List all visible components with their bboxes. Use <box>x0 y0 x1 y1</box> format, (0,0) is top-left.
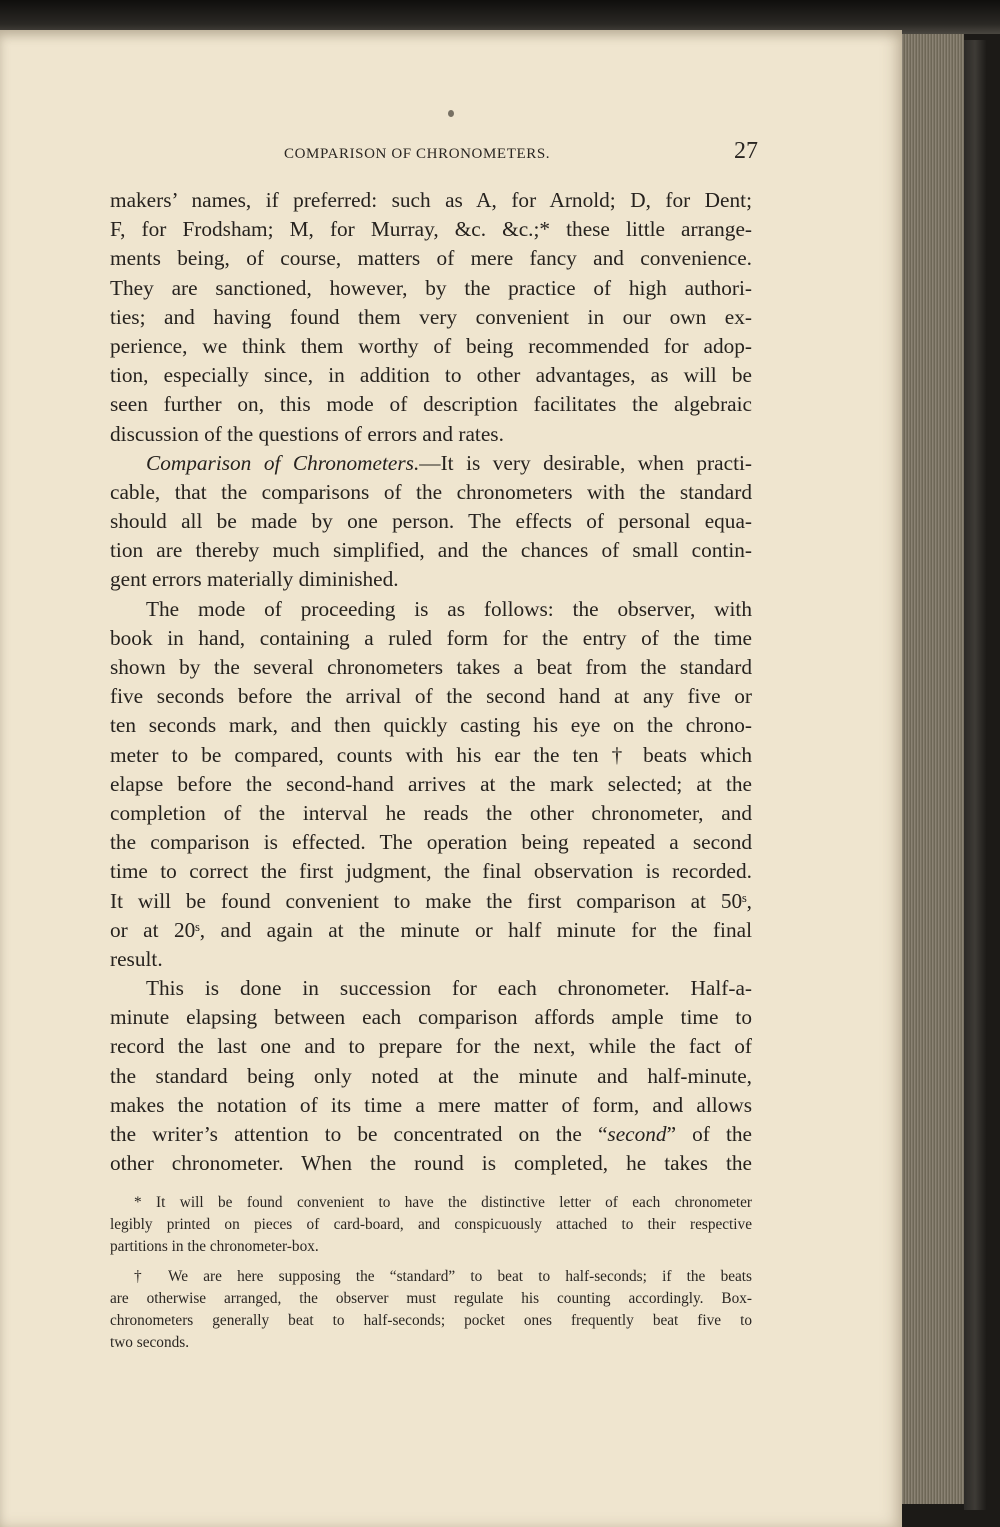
text-line: gent errors materially diminished. <box>110 567 399 592</box>
text-line: should all be made by one person. The effects of personal equa- <box>110 509 752 534</box>
text-line: the standard being only noted at the minute and half-minute, <box>110 1063 752 1088</box>
text-line: completion of the interval he reads the other chronometer, and <box>110 800 752 825</box>
footnotes <box>110 1192 752 1354</box>
text-line-with-emphasis <box>110 1120 752 1149</box>
text-fragment: —It is very desirable, when practi- <box>419 450 752 475</box>
text-line: record the last one and to prepare for the next, while the fact of <box>110 1034 752 1059</box>
book-top-edge <box>0 0 1000 34</box>
text-line: book in hand, containing a ruled form for the entry of the time <box>110 625 752 650</box>
text-line: shown by the several chronometers takes a beat from the standard <box>110 655 752 679</box>
section-heading-line <box>110 449 752 478</box>
text-line: tion are thereby much simplified, and the chances of small contin- <box>110 538 752 563</box>
text-fragment: the writer’s attention to be concentrated on the “ <box>110 1122 608 1146</box>
ink-speck <box>448 110 454 117</box>
text-line: The mode of proceeding is as follows: the observer, with <box>146 596 752 621</box>
page-edges <box>902 34 964 1504</box>
text-line: discussion of the questions of errors and rates. <box>110 421 504 446</box>
text-line: ten seconds mark, and then quickly casting his eye on the chrono- <box>110 713 752 738</box>
running-head: COMPARISON OF CHRONOMETERS. <box>284 146 551 162</box>
book-cover-edge <box>964 40 986 1510</box>
emphasized-word: second <box>607 1122 667 1146</box>
footnote-line: legibly printed on pieces of card-board, and conspicuously attached to their respective <box>110 1216 752 1233</box>
footnote-line: partitions in the chronometer-box. <box>110 1238 319 1255</box>
text-line: five seconds before the arrival of the second hand at any five or <box>110 684 752 709</box>
text-line: meter to be compared, counts with his ear the ten † beats which <box>110 742 752 767</box>
text-line: This is done in succession for each chronometer. Half-a- <box>146 976 752 1001</box>
text-line: makes the notation of its time a mere matter of form, and allows <box>110 1092 752 1117</box>
text-line: ties; and having found them very convenient in our own ex- <box>110 304 752 329</box>
footnote-line: chronometers generally beat to half-seconds; pocket ones frequently beat five to <box>110 1312 752 1329</box>
section-heading: Comparison of Chronometers. <box>146 450 420 475</box>
footnote-line: * It will be found convenient to have the distinctive letter of each chronometer <box>134 1194 752 1211</box>
text-line: result. <box>110 946 163 971</box>
text-line: ments being, of course, matters of mere fancy and convenience. <box>110 246 752 271</box>
footnote-line: two seconds. <box>110 1334 190 1351</box>
text-line: or at 20ˢ, and again at the minute or half minute for the final <box>110 917 752 942</box>
page-number: 27 <box>734 138 758 164</box>
text-line: other chronometer. When the round is completed, he takes the <box>110 1151 752 1176</box>
text-line: minute elapsing between each comparison affords ample time to <box>110 1005 752 1030</box>
footnote-line: † We are here supposing the “standard” to beat to half-seconds; if the beats <box>134 1268 752 1285</box>
text-line: F, for Frodsham; M, for Murray, &c. &c.;* these little arrange- <box>110 217 752 242</box>
body-text <box>110 186 752 1178</box>
text-line: perience, we think them worthy of being recommended for adop- <box>110 333 752 358</box>
text-line: cable, that the comparisons of the chronometers with the standard <box>110 479 752 504</box>
text-line: time to correct the first judgment, the final observation is recorded. <box>110 859 752 884</box>
text-line: elapse before the second-hand arrives at the mark selected; at the <box>110 771 752 796</box>
text-line: They are sanctioned, however, by the practice of high authori- <box>110 275 752 300</box>
text-line: makers’ names, if preferred: such as A, for Arnold; D, for Dent; <box>110 188 752 212</box>
text-line: the comparison is effected. The operation being repeated a second <box>110 830 752 855</box>
text-fragment: ” of the <box>666 1122 752 1146</box>
text-line: tion, especially since, in addition to other advantages, as will be <box>110 363 752 388</box>
text-line: It will be found convenient to make the first comparison at 50ˢ, <box>110 888 752 913</box>
footnote-line: are otherwise arranged, the observer must regulate his counting accordingly. Box- <box>110 1290 752 1307</box>
text-line: seen further on, this mode of description facilitates the algebraic <box>110 392 752 417</box>
